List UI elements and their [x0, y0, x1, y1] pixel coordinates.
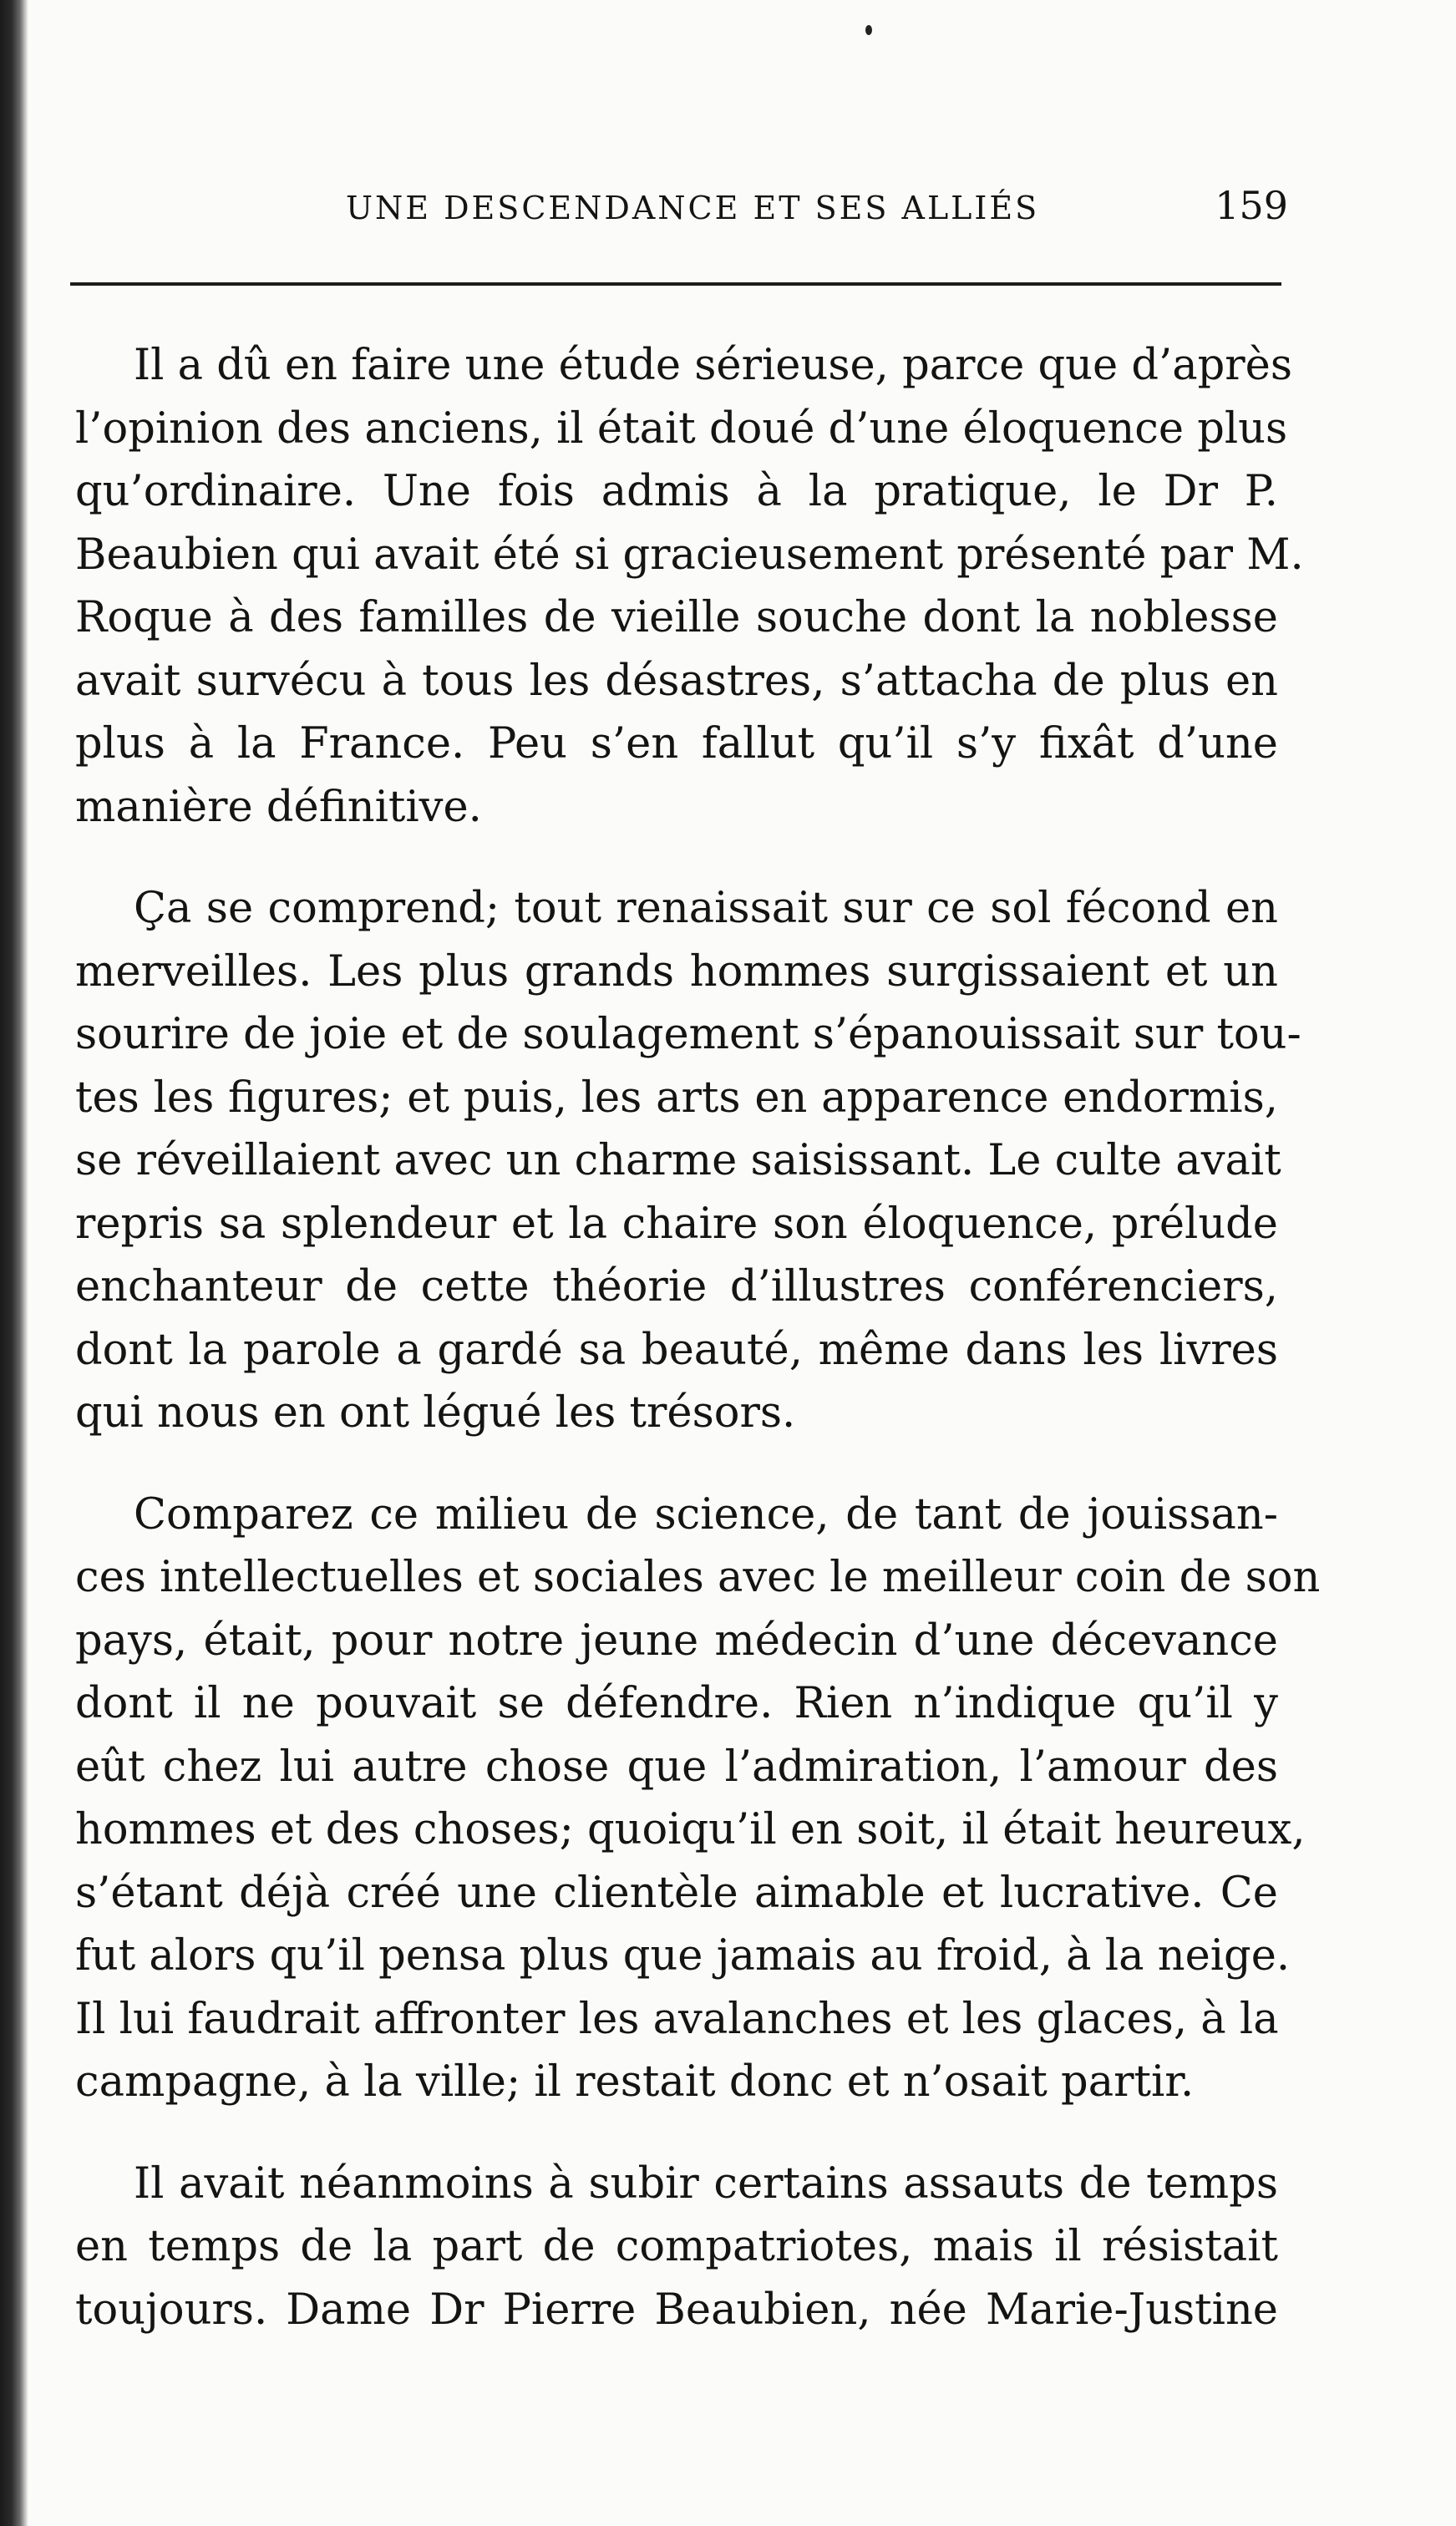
text-line: Ça se comprend; tout renaissait sur ce sol fécond en [134, 884, 1278, 933]
text-line: dont la parole a gardé sa beauté, même dans les livres [75, 1325, 1278, 1375]
text-line: l’opinion des anciens, il était doué d’une éloquence plus [75, 403, 1288, 454]
running-header [70, 180, 1288, 230]
text-line: se réveillaient avec un charme saisissant. Le culte avait [75, 1136, 1281, 1185]
text-line: Il a dû en faire une étude sérieuse, parce que d’après [134, 341, 1293, 390]
text-line: enchanteur de cette théorie d’illustres conférenciers, [75, 1262, 1278, 1311]
body-text [75, 334, 1321, 2380]
text-line: manière définitive. [75, 782, 482, 832]
text-line: Il lui faudrait affronter les avalanches et les glaces, à la [75, 1994, 1279, 2044]
print-speck [865, 25, 872, 35]
text-line: dont il ne pouvait se défendre. Rien n’indique qu’il y [75, 1679, 1278, 1728]
text-line: en temps de la part de compatriotes, mais il résistait [75, 2222, 1278, 2271]
text-line: Comparez ce milieu de science, de tant de jouissan- [134, 1489, 1278, 1539]
text-line: sourire de joie et de soulagement s’épanouissait sur tou- [75, 1010, 1301, 1059]
text-line: pays, était, pour notre jeune médecin d’une décevance [75, 1616, 1278, 1666]
text-line: ces intellectuelles et sociales avec le meilleur coin de son [75, 1553, 1321, 1602]
text-line: repris sa splendeur et la chaire son éloquence, prélude [75, 1199, 1278, 1249]
text-line: s’étant déjà créé une clientèle aimable et lucrative. Ce [75, 1868, 1278, 1918]
text-line: campagne, à la ville; il restait donc et n’osait partir. [75, 2057, 1195, 2107]
text-line: eût chez lui autre chose que l’admiration, l’amour des [75, 1742, 1278, 1792]
page-number: 159 [1215, 183, 1288, 228]
header-rule [70, 282, 1281, 286]
paragraph-2 [75, 877, 1301, 1445]
paragraph-1 [75, 334, 1304, 839]
book-binding-edge [0, 0, 28, 2526]
text-line: Il avait néanmoins à subir certains assauts de temps [134, 2158, 1278, 2209]
text-line: toujours. Dame Dr Pierre Beaubien, née Marie-Justine [75, 2285, 1278, 2335]
text-line: Beaubien qui avait été si gracieusement présenté par M. [75, 530, 1304, 580]
text-line: avait survécu à tous les désastres, s’attacha de plus en [75, 656, 1278, 706]
header-title: UNE DESCENDANCE ET SES ALLIÉS [346, 190, 1040, 226]
text-line: qu’ordinaire. Une fois admis à la pratique, le Dr P. [75, 467, 1278, 516]
text-line: Roque à des familles de vieille souche dont la noblesse [75, 593, 1278, 642]
text-line: hommes et des choses; quoiqu’il en soit, il était heureux, [75, 1805, 1306, 1854]
text-line: merveilles. Les plus grands hommes surgissaient et un [75, 946, 1278, 997]
paragraph-4 [75, 2153, 1278, 2342]
text-line: plus à la France. Peu s’en fallut qu’il s’y fixât d’une [75, 719, 1278, 768]
text-line: qui nous en ont légué les trésors. [75, 1388, 796, 1438]
text-line: tes les figures; et puis, les arts en apparence endormis, [75, 1073, 1278, 1123]
text-line: fut alors qu’il pensa plus que jamais au froid, à la neige. [75, 1931, 1291, 1981]
paragraph-3 [75, 1484, 1321, 2114]
